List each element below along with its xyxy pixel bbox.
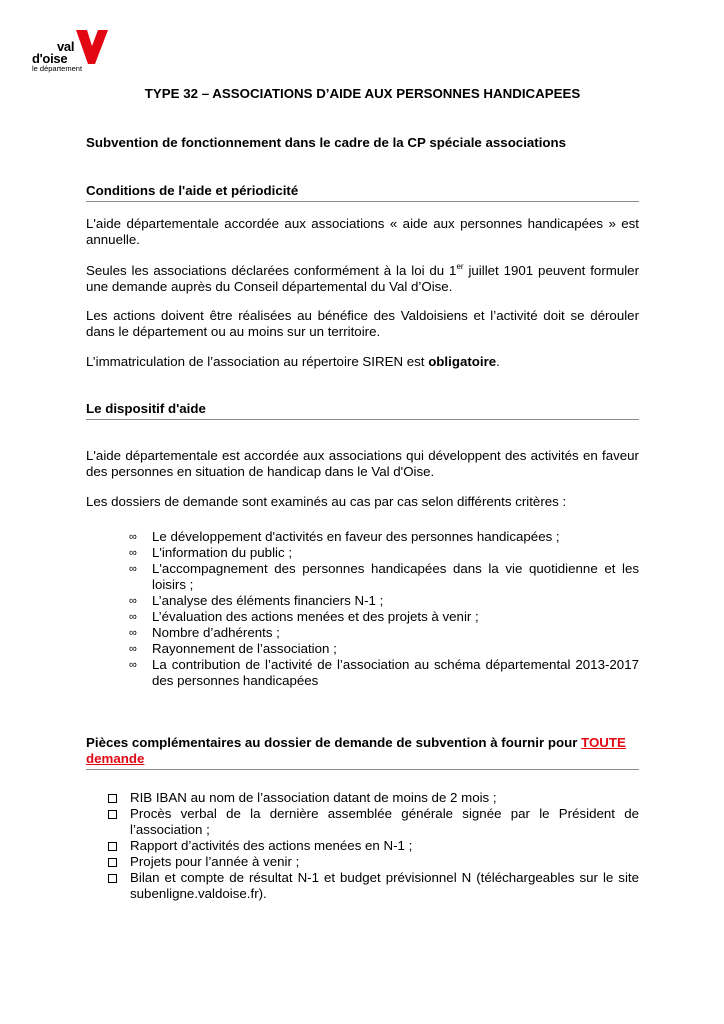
p2-part-b: juillet 1901 peuvent formuler une demande auprès du Conseil départemental du Val d’Oise. bbox=[86, 263, 640, 294]
subtitle: Subvention de fonctionnement dans le cadre de la CP spéciale associations bbox=[86, 135, 567, 150]
section-heading-dispositif: Le dispositif d'aide bbox=[86, 401, 639, 420]
infinity-bullet-icon: ∞ bbox=[129, 643, 137, 655]
list-item: RIB IBAN au nom de l’association datant de moins de 2 mois ; bbox=[86, 790, 639, 806]
list-item: ∞ L'information du public ; bbox=[129, 545, 293, 560]
infinity-bullet-icon: ∞ bbox=[129, 627, 137, 639]
infinity-bullet-icon: ∞ bbox=[129, 611, 137, 623]
p2-sup: er bbox=[456, 262, 464, 271]
checkbox-bullet-icon bbox=[108, 842, 117, 851]
logo-line-1: val bbox=[57, 39, 75, 54]
checkbox-bullet-icon bbox=[108, 874, 117, 883]
checkbox-bullet-icon bbox=[108, 858, 117, 867]
v-logo-icon bbox=[76, 30, 108, 64]
pieces-list bbox=[86, 790, 639, 902]
paragraph-criteres: Les dossiers de demande sont examinés au cas par cas selon différents critères : bbox=[86, 494, 567, 509]
section-heading-pieces bbox=[86, 735, 639, 770]
infinity-bullet-icon: ∞ bbox=[129, 531, 137, 543]
list-item: ∞ L'accompagnement des personnes handicapées dans la vie quotidienne et les loisirs ; bbox=[129, 561, 639, 592]
list-item: ∞ Nombre d’adhérents ; bbox=[129, 625, 280, 640]
infinity-bullet-icon: ∞ bbox=[129, 563, 137, 575]
section-heading-conditions: Conditions de l'aide et périodicité bbox=[86, 183, 639, 202]
pieces-heading-text: Pièces complémentaires au dossier de demande de subvention à fournir pour bbox=[86, 735, 582, 750]
paragraph-loi-1901 bbox=[86, 263, 639, 295]
list-item: Procès verbal de la dernière assemblée générale signée par le Président de l’association ; bbox=[86, 806, 639, 838]
list-item: ∞ L’analyse des éléments financiers N-1 ; bbox=[129, 593, 384, 608]
list-item: ∞ Le développement d'activités en faveur des personnes handicapées ; bbox=[129, 529, 560, 544]
list-item: Rapport d’activités des actions menées en N-1 ; bbox=[86, 838, 639, 854]
paragraph-annual: L'aide départementale accordée aux associations « aide aux personnes handicapées » est annuelle. bbox=[86, 216, 639, 247]
checkbox-bullet-icon bbox=[108, 810, 117, 819]
p4-part-c: . bbox=[496, 354, 500, 369]
logo-line-2: d'oise bbox=[32, 51, 68, 66]
infinity-bullet-icon: ∞ bbox=[129, 595, 137, 607]
paragraph-actions: Les actions doivent être réalisées au bénéfice des Valdoisiens et l’activité doit se dérouler dans le département ou au moins sur un territoire. bbox=[86, 308, 639, 339]
logo-line-3: le département bbox=[32, 64, 83, 73]
list-item: ∞ Rayonnement de l’association ; bbox=[129, 641, 337, 656]
p2-part-a: Seules les associations déclarées conformément à la loi du 1 bbox=[86, 263, 457, 278]
paragraph-siren bbox=[86, 354, 639, 370]
infinity-bullet-icon: ∞ bbox=[129, 659, 137, 671]
list-item: ∞ La contribution de l’activité de l’association au schéma départemental 2013-2017 des personnes handicapées bbox=[129, 657, 639, 688]
list-item: Bilan et compte de résultat N-1 et budget prévisionnel N (téléchargeables sur le site subenligne.valdoise.fr). bbox=[86, 870, 639, 902]
list-item: ∞ L’évaluation des actions menées et des projets à venir ; bbox=[129, 609, 479, 624]
infinity-bullet-icon: ∞ bbox=[129, 547, 137, 559]
list-item: Projets pour l’année à venir ; bbox=[86, 854, 639, 870]
val-doise-logo bbox=[30, 30, 110, 75]
criteria-list bbox=[86, 529, 639, 689]
page-title: TYPE 32 – ASSOCIATIONS D’AIDE AUX PERSONNES HANDICAPEES bbox=[144, 86, 581, 101]
p4-bold: obligatoire bbox=[428, 354, 497, 369]
checkbox-bullet-icon bbox=[108, 794, 117, 803]
paragraph-dispositif: L'aide départementale est accordée aux associations qui développent des activités en faveur des personnes en situation de handicap dans le Val d'Oise. bbox=[86, 448, 639, 479]
p4-part-a: L’immatriculation de l’association au répertoire SIREN est bbox=[86, 354, 429, 369]
toute-demande-emphasis: TOUTE demande bbox=[86, 735, 626, 766]
